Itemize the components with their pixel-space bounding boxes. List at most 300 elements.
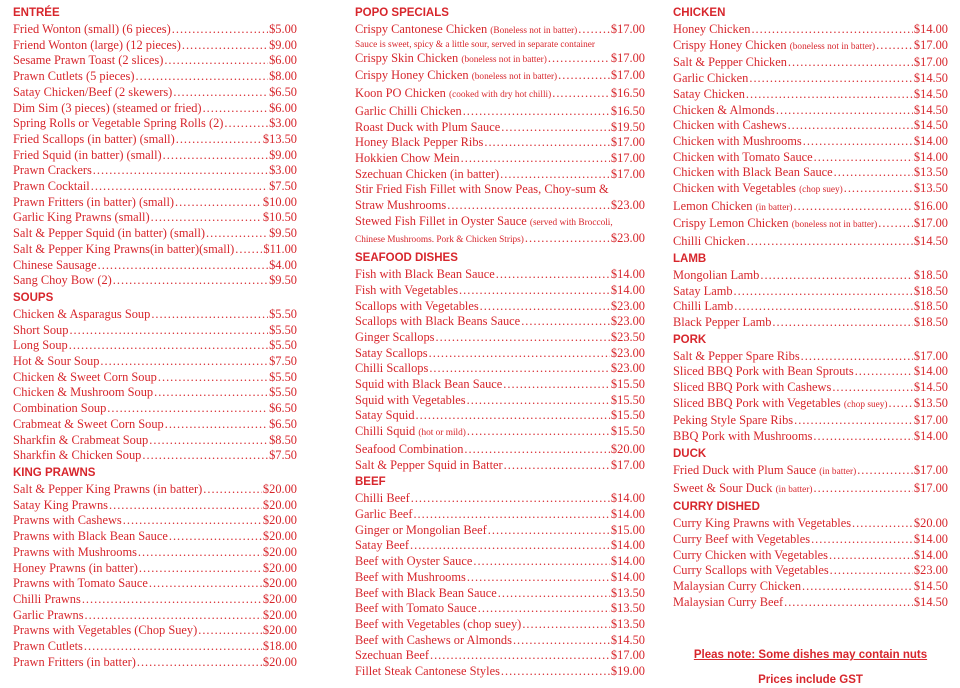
menu-item-name-text: Satay Beef	[355, 538, 410, 553]
menu-item-price: $19.00	[610, 664, 645, 679]
menu-item-name	[355, 458, 503, 474]
dot-leader	[149, 576, 262, 592]
menu-item-name-text: Satay Lamb	[673, 283, 733, 298]
dot-leader	[746, 87, 913, 103]
menu-item-name	[355, 314, 520, 330]
menu-item	[13, 608, 297, 624]
dot-leader	[164, 53, 268, 69]
menu-item-price: $13.50	[610, 616, 645, 631]
menu-item	[13, 242, 297, 258]
menu-item-name	[13, 53, 163, 69]
menu-item-description: Sauce is sweet, spicy & a little sour, served in separate container	[355, 39, 595, 50]
menu-item-price: $23.00	[610, 298, 645, 313]
menu-item	[355, 442, 645, 458]
menu-item-name-text: Fried Wonton (small) (6 pieces)	[13, 22, 171, 36]
dot-leader	[69, 323, 268, 339]
menu-item-price: $16.50	[610, 103, 645, 118]
menu-item-price: $17.00	[610, 50, 645, 65]
menu-item-name	[13, 370, 157, 386]
menu-item	[13, 385, 297, 401]
menu-item-name	[355, 198, 446, 214]
menu-item-name-text: Szechuan Beef	[355, 648, 429, 663]
menu-item-price: $20.00	[610, 441, 645, 456]
menu-item-price: $14.00	[913, 149, 948, 164]
menu-item-name-text: Garlic King Prawns (small)	[13, 210, 150, 225]
menu-item-name	[13, 101, 202, 117]
menu-item-name	[673, 199, 793, 217]
menu-item-name	[13, 195, 174, 211]
menu-item-price: $14.00	[610, 506, 645, 521]
menu-item-name-text: Salt & Pepper Squid (in batter) (small)	[13, 226, 206, 241]
menu-item-price: $14.50	[913, 71, 948, 86]
menu-item-price: $20.00	[262, 560, 297, 575]
menu-item-name	[13, 498, 108, 514]
dot-leader	[832, 380, 913, 396]
menu-item-price: $14.00	[913, 531, 948, 546]
menu-item-name	[673, 181, 843, 199]
menu-item-price: $8.50	[269, 432, 297, 447]
menu-item-name-text: Chicken & Mushroom Soup	[13, 385, 154, 400]
menu-item-name	[13, 273, 112, 289]
section-title-curry-dished: CURRY DISHED	[673, 501, 760, 514]
menu-item-name	[13, 69, 134, 85]
dot-leader	[811, 532, 913, 548]
menu-item	[355, 330, 645, 346]
menu-item	[673, 87, 948, 103]
dot-leader	[203, 101, 269, 117]
menu-item-price: $7.50	[269, 354, 297, 369]
menu-item	[13, 354, 297, 370]
menu-item-price: $14.00	[913, 133, 948, 148]
menu-item-name	[355, 601, 477, 617]
menu-item-name-text: Long Soup	[13, 338, 68, 353]
menu-item	[673, 429, 948, 445]
dot-leader	[760, 268, 913, 284]
menu-item	[673, 563, 948, 579]
menu-item-price: $14.50	[610, 632, 645, 647]
menu-item-name	[355, 267, 495, 283]
dot-leader	[857, 463, 913, 479]
menu-item-price: $7.50	[269, 448, 297, 463]
menu-item-name	[673, 284, 733, 300]
menu-item	[673, 481, 948, 499]
menu-item	[355, 198, 645, 214]
menu-item-price: $14.00	[913, 364, 948, 379]
dot-leader	[107, 401, 268, 417]
menu-item	[673, 548, 948, 564]
dot-leader	[480, 299, 610, 315]
menu-item-price: $20.00	[262, 654, 297, 669]
menu-item-name	[355, 424, 466, 442]
dot-leader	[829, 548, 913, 564]
menu-item-name	[13, 226, 205, 242]
menu-item	[13, 592, 297, 608]
menu-item-name-text: Mongolian Lamb	[673, 267, 760, 282]
menu-item-price: $20.00	[262, 591, 297, 606]
menu-item	[673, 364, 948, 380]
menu-item	[355, 86, 645, 104]
section-title-popo-specials: POPO SPECIALS	[355, 7, 449, 19]
menu-item-name-text: Fried Duck with Plum Sauce	[673, 462, 817, 477]
dot-leader	[138, 545, 262, 561]
menu-item-name-text: Malaysian Curry Chicken	[673, 579, 802, 594]
dot-leader	[410, 538, 610, 554]
dot-leader	[578, 22, 610, 38]
menu-item-price: $9.00	[269, 147, 297, 162]
dot-leader	[163, 148, 268, 164]
menu-item-name	[673, 349, 800, 365]
menu-item	[673, 284, 948, 300]
menu-item-name	[355, 648, 429, 664]
menu-item-name	[13, 132, 175, 148]
menu-item-name-text: Prawns with Vegetables (Chop Suey)	[13, 623, 198, 638]
menu-item-name-text: Prawn Crackers	[13, 163, 92, 178]
menu-item	[355, 538, 645, 554]
menu-item-name-text: Honey Prawns (in batter)	[13, 560, 138, 575]
menu-item-price: $14.50	[913, 594, 948, 609]
menu-item-note: (boneless not in batter)	[471, 72, 558, 83]
menu-item	[13, 545, 297, 561]
menu-item-price: $13.50	[913, 395, 948, 410]
menu-item-price: $15.50	[610, 377, 645, 392]
menu-item-name	[673, 87, 745, 103]
menu-item	[13, 210, 297, 226]
menu-item-price: $14.00	[610, 491, 645, 506]
dot-leader	[478, 601, 610, 617]
dot-leader	[496, 267, 610, 283]
dot-leader	[834, 165, 913, 181]
menu-item	[13, 323, 297, 339]
menu-item-name	[673, 532, 810, 548]
menu-item	[355, 458, 645, 474]
menu-item-name-text: BBQ Pork with Mushrooms	[673, 429, 813, 444]
menu-item-name-text: Prawns with Mushrooms	[13, 544, 137, 559]
menu-item-price: $3.00	[269, 163, 297, 178]
dot-leader	[484, 135, 610, 151]
dot-leader	[154, 385, 268, 401]
menu-item-price: $23.00	[610, 231, 645, 246]
menu-item-price: $14.50	[913, 86, 948, 101]
dot-leader	[788, 55, 913, 71]
menu-item-name	[13, 385, 153, 401]
dot-leader	[467, 393, 610, 409]
dot-leader	[522, 617, 610, 633]
menu-item-name	[673, 429, 812, 445]
menu-item-price: $17.00	[913, 55, 948, 70]
dot-leader	[525, 231, 610, 247]
menu-item-name-text: Seafood Combination	[355, 441, 464, 456]
menu-item-name	[355, 507, 412, 523]
dot-leader	[801, 349, 913, 365]
menu-item-name	[355, 570, 466, 586]
menu-item-name-text: Sang Choy Bow (2)	[13, 273, 112, 288]
menu-item-name	[13, 448, 141, 464]
menu-item-note: (boneless not in batter)	[461, 54, 547, 65]
menu-item	[673, 579, 948, 595]
menu-item-name-text: Prawns with Cashews	[13, 513, 122, 528]
menu-item-price: $23.00	[610, 345, 645, 360]
menu-item-name-text: Fillet Steak Cantonese Styles	[355, 664, 500, 679]
menu-item-name	[673, 134, 802, 150]
section-title-pork: PORK	[673, 333, 707, 346]
menu-item	[355, 120, 645, 136]
dot-leader	[751, 22, 912, 38]
dot-leader	[69, 338, 268, 354]
menu-item-price: $17.00	[610, 648, 645, 663]
menu-item	[673, 216, 948, 234]
menu-item	[673, 165, 948, 181]
menu-item-name	[673, 71, 748, 87]
dot-leader	[172, 22, 268, 38]
menu-item-note: (Boneless not in batter)	[490, 26, 578, 36]
dot-leader	[123, 513, 262, 529]
menu-item-name-text: Chicken with Vegetables	[673, 181, 796, 196]
menu-item	[13, 513, 297, 529]
menu-item-name	[673, 165, 833, 181]
menu-item-name-text: Dim Sim (3 pieces) (steamed or fried)	[13, 100, 202, 115]
dot-leader	[413, 507, 609, 523]
menu-item-name-text: Beef with Black Bean Sauce	[355, 585, 497, 600]
menu-item-name-text: Salt & Pepper King Prawns (in batter)	[13, 481, 203, 496]
menu-item-name-text: Chicken with Black Bean Sauce	[673, 165, 833, 180]
menu-item-price: $16.00	[913, 198, 948, 213]
menu-item-name	[355, 135, 483, 151]
menu-item-note: (boneless not in batter)	[789, 41, 876, 52]
menu-item-name-text: Curry Chicken with Vegetables	[673, 547, 828, 562]
menu-item-name	[13, 417, 164, 433]
menu-item-price: $23.50	[610, 329, 645, 344]
menu-item	[673, 299, 948, 315]
menu-item-price: $14.00	[913, 22, 948, 36]
dot-leader	[142, 448, 268, 464]
menu-item-price: $14.00	[610, 282, 645, 297]
menu-item-name-text: Hokkien Chow Mein	[355, 150, 460, 165]
menu-item-name-text: Garlic Prawns	[13, 607, 84, 622]
menu-item	[355, 68, 645, 86]
menu-item	[13, 307, 297, 323]
dot-leader	[139, 561, 262, 577]
menu-item-name	[13, 513, 122, 529]
menu-item-price: $19.50	[610, 119, 645, 134]
dot-leader	[467, 424, 610, 440]
dot-leader	[794, 199, 913, 215]
dot-leader	[224, 116, 268, 132]
dot-leader	[93, 163, 268, 179]
menu-item-name	[673, 234, 746, 250]
menu-item-name-text: Crabmeat & Sweet Corn Soup	[13, 416, 164, 431]
dot-leader	[734, 299, 913, 315]
menu-item-name-text: Salt & Pepper Chicken	[673, 55, 787, 70]
menu-item-name-text: Sliced BBQ Pork with Bean Sprouts	[673, 364, 854, 379]
menu-item-name	[13, 433, 148, 449]
menu-item-name-text: Fried Squid (in batter) (small)	[13, 147, 162, 162]
dot-leader	[463, 104, 610, 120]
menu-item	[13, 498, 297, 514]
menu-item-name	[673, 396, 887, 414]
menu-item-name-text: Koon PO Chicken	[355, 86, 446, 101]
menu-item-name-text: Curry Scallops with Vegetables	[673, 563, 829, 578]
menu-item-name	[13, 529, 168, 545]
menu-item-name-text: Malaysian Curry Beef	[673, 594, 784, 609]
menu-item-name	[355, 214, 613, 232]
menu-item-name-text: Chilli Beef	[355, 491, 410, 506]
menu-item	[13, 623, 297, 639]
menu-item-name	[355, 633, 512, 649]
menu-item-name-text: Salt & Pepper King Prawns(in batter)(small)	[13, 241, 235, 256]
menu-item-name	[13, 545, 137, 561]
menu-item-price: $5.50	[269, 338, 297, 353]
menu-item-name-text: Chilli Scallops	[355, 361, 429, 376]
menu-item-name	[13, 38, 181, 54]
menu-item-price: $23.00	[610, 314, 645, 329]
menu-item-name	[13, 639, 83, 655]
menu-item-name-text: Honey Black Pepper Ribs	[355, 135, 484, 150]
dot-leader	[98, 258, 268, 274]
menu-item-name-text: Satay Scallops	[355, 345, 428, 360]
menu-item-price: $6.50	[269, 84, 297, 99]
menu-item-name-text: Crispy Skin Chicken	[355, 50, 459, 65]
menu-item-name	[355, 104, 462, 120]
menu-item	[673, 38, 948, 56]
menu-item	[13, 338, 297, 354]
menu-item-name	[13, 323, 68, 339]
menu-item	[13, 529, 297, 545]
menu-item-price: $10.00	[262, 194, 297, 209]
dot-leader	[772, 315, 913, 331]
menu-item-price: $6.50	[269, 401, 297, 416]
menu-item	[13, 273, 297, 289]
menu-item-name-text: Beef with Oyster Sauce	[355, 554, 473, 569]
menu-item-price: $16.50	[610, 86, 645, 101]
menu-item-name-text: Prawn Fritters (in batter)	[13, 654, 136, 669]
menu-item-name	[13, 148, 162, 164]
menu-item-name	[673, 481, 813, 499]
dot-leader	[85, 608, 262, 624]
menu-item	[13, 22, 297, 38]
dot-leader	[776, 103, 913, 119]
menu-item-price: $17.00	[610, 68, 645, 83]
menu-item	[13, 433, 297, 449]
menu-item	[673, 199, 948, 217]
dot-leader	[430, 648, 610, 664]
dot-leader	[521, 314, 610, 330]
menu-item-price: $17.00	[913, 216, 948, 231]
dot-leader	[429, 346, 610, 362]
menu-item	[673, 234, 948, 250]
menu-item-price: $15.50	[610, 392, 645, 407]
menu-item-name-text: Chilli Prawns	[13, 591, 81, 606]
nuts-warning: Pleas note: Some dishes may contain nuts	[693, 649, 928, 661]
menu-item-name	[13, 338, 68, 354]
menu-item	[673, 181, 948, 199]
menu-item	[673, 516, 948, 532]
menu-item	[13, 655, 297, 671]
menu-item	[13, 195, 297, 211]
menu-item-price: $3.00	[269, 116, 297, 131]
dot-leader	[175, 195, 262, 211]
dot-leader	[498, 586, 610, 602]
menu-item-price: $20.00	[262, 544, 297, 559]
menu-item	[355, 104, 645, 120]
menu-item	[13, 85, 297, 101]
dot-leader	[747, 234, 913, 250]
menu-item-price: $20.00	[913, 516, 948, 531]
menu-item	[13, 639, 297, 655]
section-title-chicken: CHICKEN	[673, 7, 726, 19]
menu-item-name	[355, 664, 500, 680]
menu-item-price: $14.50	[913, 118, 948, 133]
dot-leader	[464, 442, 610, 458]
menu-item-name-text: Scallops with Vegetables	[355, 298, 479, 313]
menu-item-name	[673, 216, 877, 234]
menu-item	[673, 103, 948, 119]
menu-item	[13, 258, 297, 274]
section-title-lamb: LAMB	[673, 252, 707, 265]
menu-item-name	[355, 361, 428, 377]
dot-leader	[503, 377, 610, 393]
menu-item-name-text: Ginger or Mongolian Beef	[355, 522, 487, 537]
dot-leader	[151, 307, 268, 323]
menu-item	[355, 633, 645, 649]
menu-item-name	[355, 586, 497, 602]
menu-item	[13, 69, 297, 85]
menu-item	[673, 118, 948, 134]
menu-item-price: $5.00	[269, 22, 297, 36]
menu-item	[13, 482, 297, 498]
menu-item	[13, 448, 297, 464]
menu-item-price: $20.00	[262, 623, 297, 638]
menu-item	[13, 116, 297, 132]
menu-item	[355, 554, 645, 570]
menu-item-name-text: Sesame Prawn Toast (2 slices)	[13, 53, 164, 68]
menu-item	[673, 134, 948, 150]
menu-item-name	[355, 51, 547, 69]
menu-item-price: $17.00	[913, 348, 948, 363]
dot-leader	[137, 655, 262, 671]
menu-item-name	[673, 463, 856, 481]
menu-item-note: (hot or mild)	[418, 428, 466, 439]
dot-leader	[411, 491, 610, 507]
dot-leader	[814, 481, 913, 497]
menu-item-name	[355, 538, 409, 554]
menu-item	[13, 576, 297, 592]
menu-item-name-text: Beef with Tomato Sauce	[355, 601, 477, 616]
section-title-duck: DUCK	[673, 447, 707, 460]
dot-leader	[203, 482, 262, 498]
menu-item	[13, 132, 297, 148]
menu-item-note: (boneless not in batter)	[791, 220, 878, 231]
dot-leader	[830, 563, 913, 579]
menu-item-name-text: Salt & Pepper Spare Ribs	[673, 348, 800, 363]
dot-leader	[878, 216, 913, 232]
dot-leader	[794, 413, 913, 429]
menu-item-name	[13, 354, 99, 370]
menu-item-name-text: Garlic Beef	[355, 506, 413, 521]
menu-item	[13, 417, 297, 433]
menu-item-name	[673, 55, 787, 71]
menu-item-name-text: Squid with Vegetables	[355, 392, 466, 407]
menu-item-price: $18.50	[913, 314, 948, 329]
menu-item-name-text: Roast Duck with Plum Sauce	[355, 119, 501, 134]
menu-item-name-text: Fried Scallops (in batter) (small)	[13, 131, 175, 146]
menu-item-note: Chinese Mushrooms. Pork & Chicken Strips)	[355, 235, 524, 246]
menu-item-price: $9.50	[269, 226, 297, 241]
menu-item-name-text: Chicken & Almonds	[673, 102, 775, 117]
menu-item-name	[673, 563, 829, 579]
menu-item-name	[13, 592, 81, 608]
menu-item-name	[673, 103, 775, 119]
menu-item-name	[355, 231, 524, 249]
